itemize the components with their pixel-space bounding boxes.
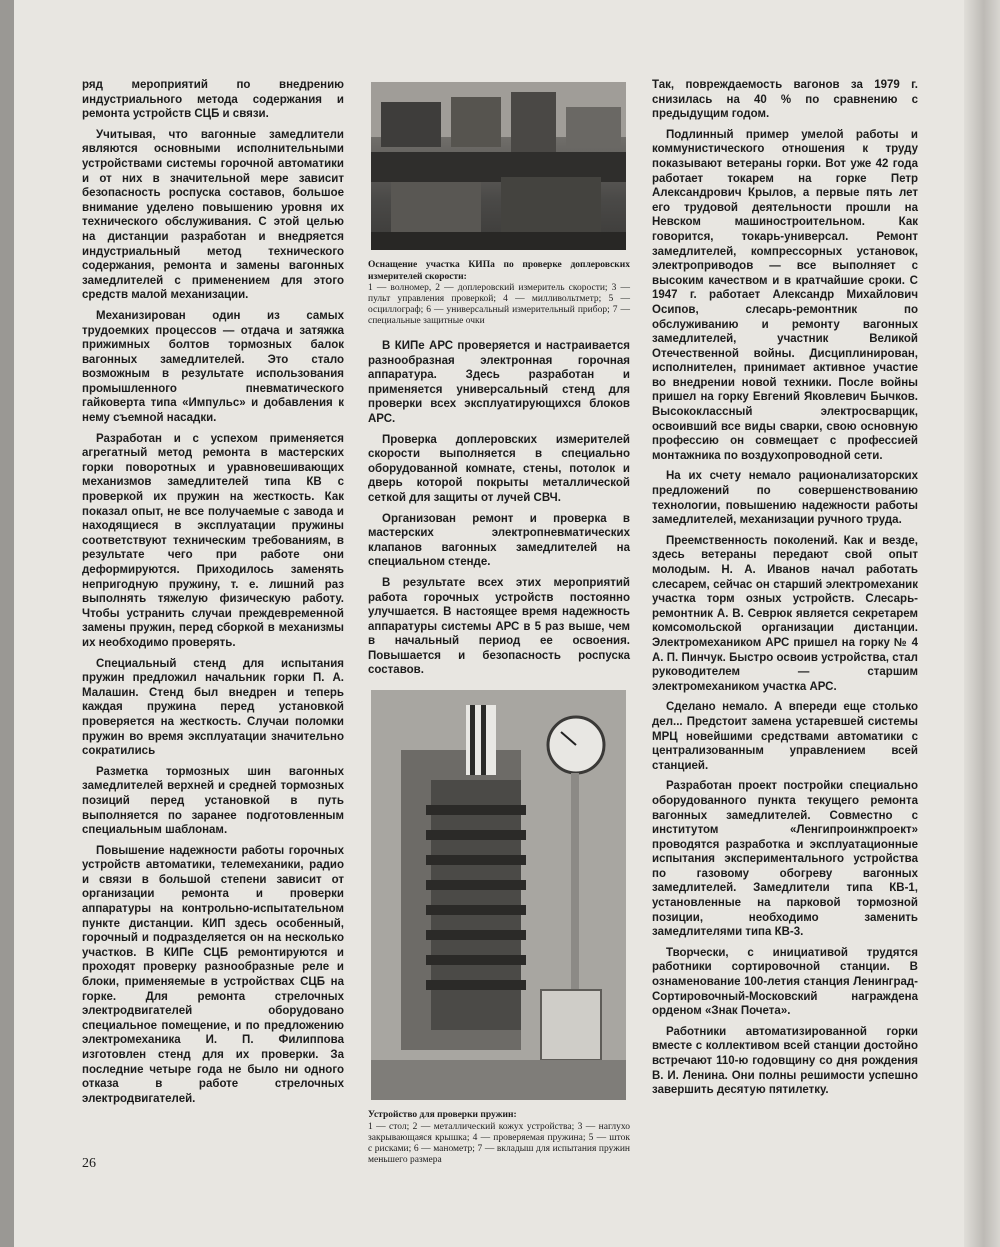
paragraph: Учитывая, что вагонные замедлители являются основными исполнительными устройствами системы горочной автоматики и от них в значительной мере зависит безопасность роспуска составов, большое внимание уделено повышению уровня их технического обслуживания. С этой целью на дистанции разработан и внедряется индустриальный метод технического содержания, ремонта и замены вагонных замедлителей с применением для этого средств малой механизации.	[82, 128, 344, 302]
paragraph: Повышение надежности работы горочных устройств автоматики, телемеханики, радио и связи в большой степени зависит от организации ремонта и проверки аппаратуры на контрольно-испытательном пункте дистанции. КИП здесь особенный, горочный и подразделяется он на несколько участков. В КИПе СЦБ ремонтируются и проходят проверку разнообразные реле и блоки, применяемые в устройствах СЦБ на горке. Для ремонта стрелочных электродвигателей оборудовано специальное помещение, и по предложению электромеханика И. П. Филиппова изготовлен стенд для их проверки. За последние четыре года не было ни одного отказа в работе стрелочных электродвигателей.	[82, 844, 344, 1105]
paragraph: Подлинный пример умелой работы и коммунистического отношения к труду показывают ветераны горки. Вот уже 42 года работает токарем на горке Петр Александрович Крылов, а первые пять лет его трудовой деятельности прошли на Невском машиностроительном. Как говорится, токарь-универсал. Ремонт замедлителей, компрессорных установок, электроприводов — все выполняет с высоким качеством и в кратчайшие сроки. С 1947 г. работает Александр Михайлович Осипов, слесарь-ремонтник по обслуживанию и ремонту вагонных замедлителей, участник Великой Отечественной войны. Дисциплинирован, исполнителен, принимает активное участие во внедрении новой техники. После войны пришел на горку Евгений Яковлевич Бычков. Высококлассный электросварщик, освоивший все виды сварки, свою основную профессию он совмещает с профессией монтажника по воздухопроводной сети.	[652, 128, 918, 462]
caption-body: 1 — стол; 2 — металлический кожух устройства; 3 — наглухо закрывающаяся крышка; 4 — проверяемая пружина; 5 — шток с рисками; 6 — манометр; 7 — вкладыш для испытания пружин меньшего размера	[368, 1121, 630, 1165]
paragraph: Разработан проект постройки специально оборудованного пункта текущего ремонта вагонных замедлителей. Совместно с институтом «Ленгипроинжпроект» проводятся разработка и эксплуатационные испытания экспериментального устройства по газовому обогреву вагонных замедлителей. Замедлители типа КВ-1, установленные на парковой тормозной позиции, необходимо заменить замедлителями типа КВ-3.	[652, 780, 918, 939]
page-number: 26	[82, 1156, 96, 1171]
photo-spring-test-device-graphic	[371, 690, 626, 1100]
paragraph: На их счету немало рационализаторских предложений по совершенствованию технологии, повышению надежности работы замедлителей, механизации ручного труда.	[652, 470, 918, 527]
paragraph: Организован ремонт и проверка в мастерских электропневматических клапанов вагонных замедлителей на специальном стенде.	[368, 512, 630, 569]
paragraph: Разметка тормозных шин вагонных замедлителей верхней и средней тормозных позиций перед установкой в путь выполняется по заранее подготовленным специальным шаблонам.	[82, 765, 344, 837]
page-edge-right	[964, 0, 1000, 1247]
paragraph: Творчески, с инициативой трудятся работники сортировочной станции. В ознаменование 100-летия станция Ленинград-Сортировочный-Московский награждена орденом «Знак Почета».	[652, 946, 918, 1018]
paragraph: В результате всех этих мероприятий работа горочных устройств постоянно улучшается. В настоящее время надежность аппаратуры системы АРС в 5 раз выше, чем в начальный период ее освоения. Повышается и безопасность роспуска составов.	[368, 576, 630, 677]
paragraph: Специальный стенд для испытания пружин предложил начальник горки П. А. Малашин. Стенд был внедрен и теперь каждая пружина перед установкой проверяется на жесткость. Случаи поломки пружин во время эксплуатации значительно сократились	[82, 657, 344, 758]
paragraph: Разработан и с успехом применяется агрегатный метод ремонта в мастерских горки поворотных и уравновешивающих механизмов замедлителей типа КВ с проверкой их пружин на жесткость. Как показал опыт, не все получаемые с завода и находящиеся в эксплуатации пружины соответствуют техническим требованиям, в результате чего при работе они деформируются. Приходилось заменять непригодную пружину, т. е. лишний раз выполнять тяжелую физическую работу. Чтобы устранить случаи преждевременной замены пружин, перед сборкой в механизмы их необходимо проверять.	[82, 432, 344, 649]
photo-kip-equipment	[371, 82, 626, 250]
paragraph: Сделано немало. А впереди еще столько дел... Предстоит замена устаревшей системы МРЦ новейшими средствами автоматики с централизованным управлением всей станцией.	[652, 701, 918, 772]
column-right	[652, 78, 918, 1104]
paragraph: Работники автоматизированной горки вместе с коллективом всей станции достойно встречают 110-ю годовщину со дня рождения В. И. Ленина. Они полны решимости успешно завершить десятую пятилетку.	[652, 1025, 918, 1097]
photo-kip-equipment-graphic	[371, 82, 626, 250]
paragraph: ряд мероприятий по внедрению индустриального метода содержания и ремонта устройств СЦБ и связи.	[82, 79, 344, 121]
column-left	[82, 78, 344, 1112]
photo-spring-test-device	[371, 690, 626, 1100]
paragraph: В КИПе АРС проверяется и настраивается разнообразная электронная горочная аппаратура. Здесь разработан и применяется универсальный стенд для проверки всех эксплуатирующихся блоков АРС.	[368, 340, 630, 425]
caption-title: Оснащение участка КИПа по проверке доплеровских измерителей скорости:	[368, 260, 630, 282]
paragraph: Преемственность поколений. Как и везде, здесь ветераны передают свой опыт молодым. Н. А. Иванов начал работать слесарем, сейчас он старший электромеханик участка торм озных устройств. Слесарь-ремонтник А. В. Севрюк является секретарем комсомольской организации дистанции. Электромехаником АРС пришел на горку № 4 А. П. Пинчук. Быстро освоив устройства, стал руководителем — старшим электромехаником участка АРС.	[652, 534, 918, 693]
paragraph: Так, повреждаемость вагонов за 1979 г. снизилась на 40 % по сравнению с предыдущим годом.	[652, 79, 918, 121]
paragraph: Механизирован один из самых трудоемких процессов — отдача и затяжка прижимных болтов тормозных балок вагонных замедлителей. Это стало возможным в результате использования промышленного пневматического гайковерта типа «Импульс» и добавления к нему съемной насадки.	[82, 309, 344, 425]
caption-title: Устройство для проверки пружин:	[368, 1110, 517, 1121]
paragraph: Проверка доплеровских измерителей скорости выполняется в специально оборудованной комнате, стены, потолок и дверь которой покрыты металлической сеткой для защиты от лучей СВЧ.	[368, 433, 630, 504]
caption-body: 1 — волномер, 2 — доплеровский измеритель скорости; 3 — пульт управления проверкой; 4 — милливольтметр; 5 — осциллограф; 6 — универсальный измерительный прибор; 7 — специальные защитные очки	[368, 283, 630, 326]
page-edge-left	[0, 0, 14, 1247]
column-middle	[368, 78, 630, 1178]
